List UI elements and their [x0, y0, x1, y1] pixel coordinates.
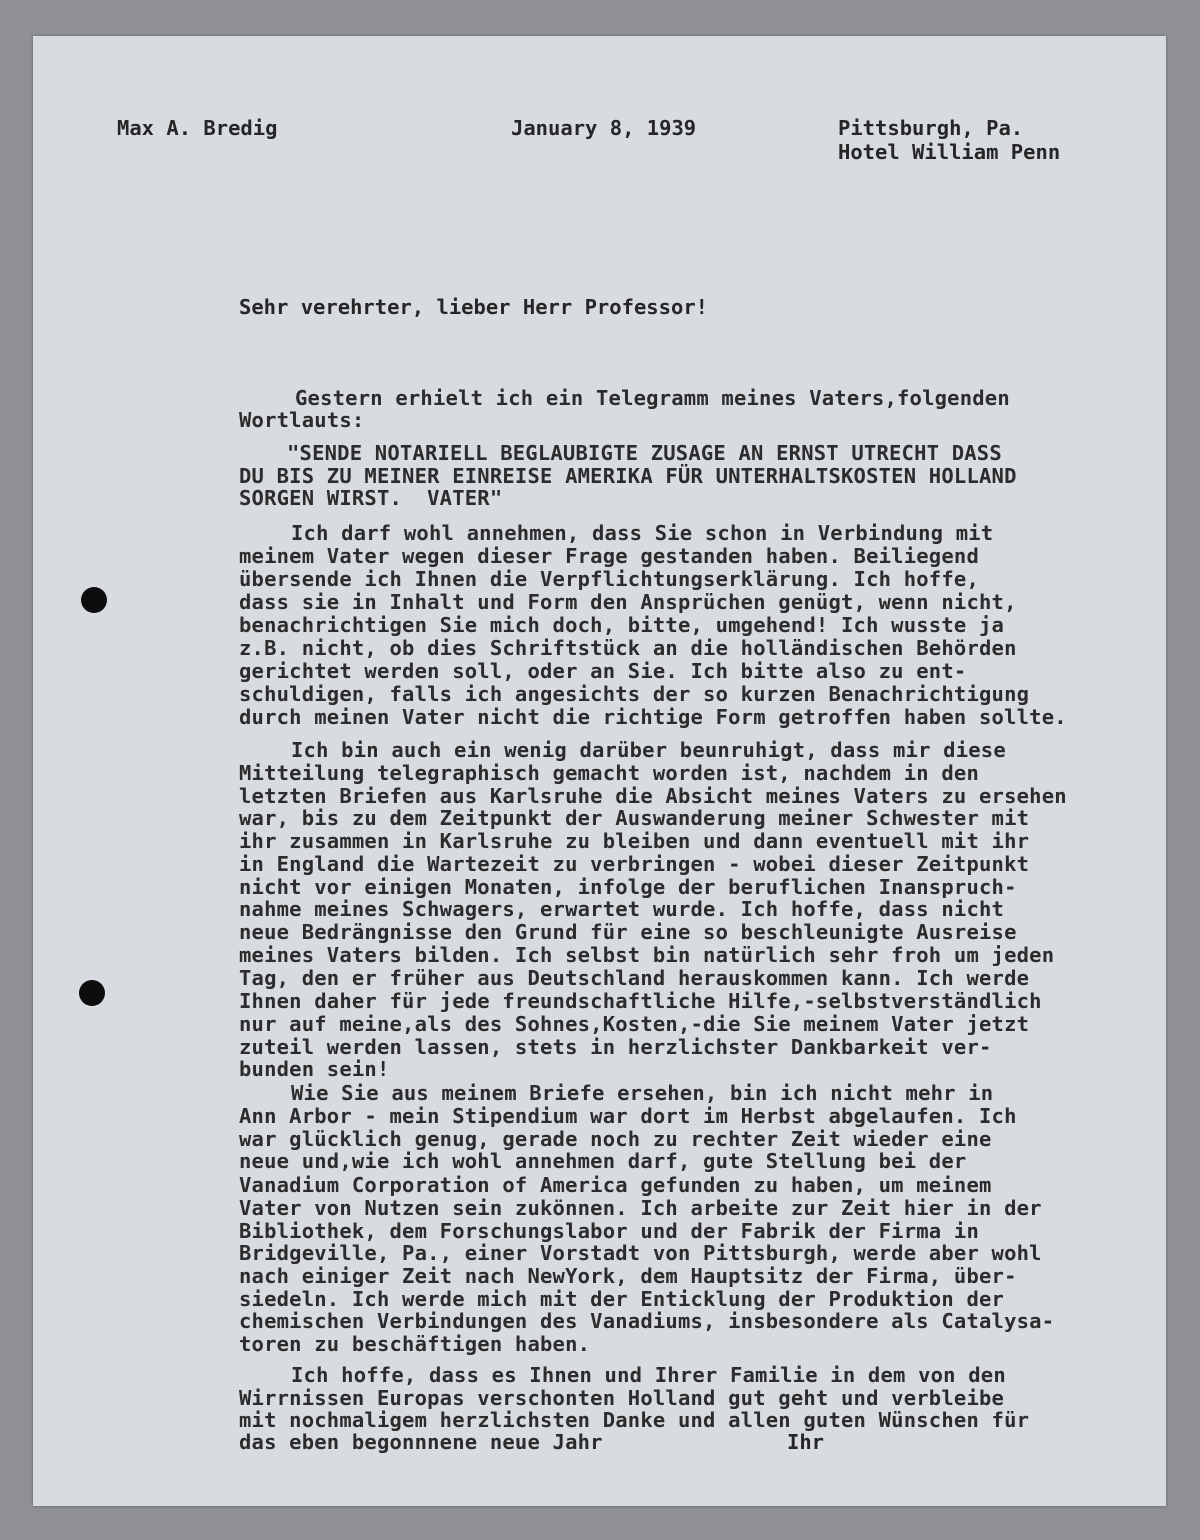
body-line: nach einiger Zeit nach NewYork, dem Hauptsitz der Firma, über- [239, 1264, 1017, 1288]
body-line: gerichtet werden soll, oder an Sie. Ich bitte also zu ent- [239, 659, 967, 683]
body-line: Tag, den er früher aus Deutschland herauskommen kann. Ich werde [239, 966, 1030, 990]
letter-hotel: Hotel William Penn [838, 140, 1061, 164]
body-line: in England die Wartezeit zu verbringen - wobei dieser Zeitpunkt [239, 852, 1030, 876]
body-line: SORGEN WIRST. VATER" [239, 486, 503, 510]
body-line: DU BIS ZU MEINER EINREISE AMERIKA FÜR UNTERHALTSKOSTEN HOLLAND [239, 464, 1017, 488]
body-line: Ich darf wohl annehmen, dass Sie schon in Verbindung mit [291, 521, 994, 545]
body-line: Vanadium Corporation of America gefunden zu haben, um meinem [239, 1173, 992, 1197]
body-line: schuldigen, falls ich angesichts der so kurzen Benachrichtigung [239, 682, 1030, 706]
closing: Ihr [787, 1430, 825, 1454]
body-line: Bridgeville, Pa., einer Vorstadt von Pittsburgh, werde aber wohl [239, 1241, 1042, 1265]
body-line: das eben begonnnene neue Jahr [239, 1430, 603, 1454]
body-line: nicht vor einigen Monaten, infolge der beruflichen Inanspruch- [239, 875, 1017, 899]
body-line: meines Vaters bilden. Ich selbst bin natürlich sehr froh um jeden [239, 943, 1055, 967]
body-line: Gestern erhielt ich ein Telegramm meines Vaters,folgenden [295, 386, 1010, 410]
body-line: Ann Arbor - mein Stipendium war dort im Herbst abgelaufen. Ich [239, 1104, 1017, 1128]
body-line: "SENDE NOTARIELL BEGLAUBIGTE ZUSAGE AN ERNST UTRECHT DASS [287, 441, 1002, 465]
letter-date: January 8, 1939 [511, 116, 697, 140]
body-line: neue Bedrängnisse den Grund für eine so beschleunigte Ausreise [239, 920, 1017, 944]
body-line: nur auf meine,als des Sohnes,Kosten,-die Sie meinem Vater jetzt [239, 1012, 1030, 1036]
body-line: zuteil werden lassen, stets in herzlichster Dankbarkeit ver- [239, 1035, 992, 1059]
body-line: benachrichtigen Sie mich doch, bitte, umgehend! Ich wusste ja [239, 613, 1005, 637]
sender-name: Max A. Bredig [117, 116, 278, 140]
body-line: z.B. nicht, ob dies Schriftstück an die holländischen Behörden [239, 636, 1017, 660]
body-line: Wirrnissen Europas verschonten Holland gut geht und verbleibe [239, 1386, 1005, 1410]
body-line: nahme meines Schwagers, erwartet wurde. Ich hoffe, dass nicht [239, 897, 1005, 921]
punch-hole-top [81, 587, 107, 613]
body-line: Ich hoffe, dass es Ihnen und Ihrer Familie in dem von den [291, 1363, 1006, 1387]
letter-place: Pittsburgh, Pa. [838, 116, 1024, 140]
body-line: Ihnen daher für jede freundschaftliche Hilfe,-selbstverständlich [239, 989, 1042, 1013]
body-line: bunden sein! [239, 1057, 390, 1081]
body-line: neue und,wie ich wohl annehmen darf, gute Stellung bei der [239, 1149, 967, 1173]
body-line: Ich bin auch ein wenig darüber beunruhigt, dass mir diese [291, 738, 1006, 762]
body-line: letzten Briefen aus Karlsruhe die Absicht meines Vaters zu ersehen [239, 784, 1067, 808]
body-line: Mitteilung telegraphisch gemacht worden ist, nachdem in den [239, 761, 979, 785]
body-line: war glücklich genug, gerade noch zu rechter Zeit wieder eine [239, 1127, 992, 1151]
body-line: siedeln. Ich werde mich mit der Enticklung der Produktion der [239, 1287, 1005, 1311]
body-line: mit nochmaligem herzlichsten Danke und allen guten Wünschen für [239, 1408, 1030, 1432]
body-line: ihr zusammen in Karlsruhe zu bleiben und dann eventuell mit ihr [239, 829, 1030, 853]
body-line: war, bis zu dem Zeitpunkt der Auswanderung meiner Schwester mit [239, 806, 1030, 830]
salutation: Sehr verehrter, lieber Herr Professor! [239, 295, 708, 319]
body-line: Bibliothek, dem Forschungslabor und der Fabrik der Firma in [239, 1219, 979, 1243]
body-line: durch meinen Vater nicht die richtige Form getroffen haben sollte. [239, 705, 1067, 729]
body-line: Wortlauts: [239, 408, 365, 432]
body-line: toren zu beschäftigen haben. [239, 1332, 591, 1356]
body-line: chemischen Verbindungen des Vanadiums, insbesondere als Catalysa- [239, 1309, 1055, 1333]
body-line: übersende ich Ihnen die Verpflichtungserklärung. Ich hoffe, [239, 567, 979, 591]
body-line: Vater von Nutzen sein zukönnen. Ich arbeite zur Zeit hier in der [239, 1196, 1042, 1220]
body-line: Wie Sie aus meinem Briefe ersehen, bin ich nicht mehr in [291, 1081, 994, 1105]
body-line: meinem Vater wegen dieser Frage gestanden haben. Beiliegend [239, 544, 979, 568]
punch-hole-bottom [79, 980, 105, 1006]
body-line: dass sie in Inhalt und Form den Ansprüchen genügt, wenn nicht, [239, 590, 1017, 614]
